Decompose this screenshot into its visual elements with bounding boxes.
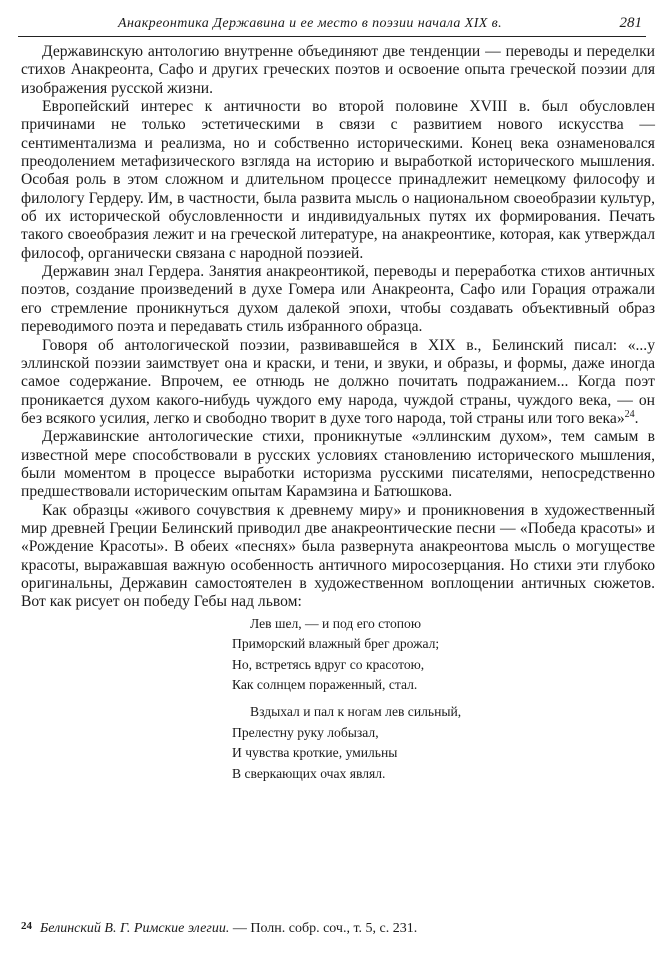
footnote-reference[interactable]: 24 [624, 408, 635, 420]
footnote-number: 24 [21, 920, 32, 932]
paragraph-1: Державинскую антологию внутренне объединяют две тенденции — переводы и переделки стихов Анакреонта, Сафо и других греческих поэтов и освоение опыта греческой поэзии для изображения русской жизни. [21, 43, 655, 97]
paragraph-3: Державин знал Гердера. Занятия анакреонтикой, переводы и переработка стихов античных поэтов, создание произведений в духе Гомера или Анакреонта, Сафо или Горация отражали его стремление проникнуться духом далекой эпохи, чтобы создавать объективный образ переводимого поэта и передавать стиль избранного образца. [21, 263, 655, 336]
footnote [21, 917, 655, 938]
paragraph-6: Как образцы «живого сочувствия к древнему миру» и проникновения в художественный мир древней Греции Белинский приводил две анакреонтические песни — «Победа красоты» и «Рождение Красоты». В обеих «песнях» была развернута анакреонтова мысль о могуществе красоты, выражавшая важную особенность античного миросозерцания. Но стихи эти глубоко оригинальны, Державин самостоятелен в художественном воплощении античных сюжетов. Вот как рисует он победу Гебы над львом: [21, 501, 655, 611]
verse-line: Но, встретясь вдруг со красотою, [232, 656, 425, 672]
verse-line: Как солнцем пораженный, стал. [232, 677, 418, 693]
running-title: Анакреонтика Державина и ее место в поэзии начала XIX в. [118, 16, 502, 31]
verse-line: В сверкающих очах являл. [232, 765, 386, 781]
verse-quotation [232, 614, 655, 785]
page-number: 281 [619, 15, 642, 31]
body-text [21, 43, 655, 784]
verse-line: Прелестну руку лобызал, [232, 724, 379, 740]
footnote-source: — Полн. собр. соч., т. 5, с. 231. [232, 921, 418, 936]
paragraph-2: Европейский интерес к античности во второй половине XVIII в. был обусловлен причинами не только эстетическими в связи с развитием нового искусства — сентиментализма и реализма, но и собственно историческими. Конец века ознаменовался преодолением метафизического взгляда на историю и выработкой исторического мышления. Особая роль в этом сложном и длительном процессе принадлежит немецкому философу и филологу Гердеру. Им, в частности, была развита мысль о национальном своеобразии культур, об их исторической обусловленности и индивидуальных путях их формирования. Печать такого своеобразия лежит и на греческой литературе, на анакреонтике, которая, как утверждал философ, органически связана с народной поэзией. [21, 98, 655, 262]
paragraph-4: Говоря об антологической поэзии, развивавшейся в XIX в., Белинский писал: «...у эллинской поэзии заимствует она и краски, и тени, и звуки, и образы, и формы, даже иногда самое содержание. Впрочем, ее отнюдь не должно почитать подражанием... Когда поэт проникается духом какого-нибудь чуждого ему народа, чуждой страны, чуждого века, — он без всякого усилия, легко и свободно творит в духе того народа, той страны или того века»$^{24}$. [21, 336, 655, 427]
verse-line: Вздыхал и пал к ногам лев сильный, [250, 704, 462, 720]
verse-line: Приморский влажный брег дрожал; [232, 636, 440, 652]
paragraph-5: Державинские антологические стихи, проникнутые «эллинским духом», тем самым в известной мере способствовали в русских условиях становлению исторического мышления, были моментом в процессе выработки историзма русскими писателями, непосредственно предшествовали историческим опытам Карамзина и Батюшкова. [21, 428, 655, 501]
verse-line: И чувства кроткие, умильны [232, 745, 398, 761]
verse-line: Лев шел, — и под его стопою [250, 615, 422, 631]
footnote-citation: Белинский В. Г. Римские элегии. [40, 921, 230, 936]
running-header [18, 14, 646, 37]
paragraph-4-text: Говоря об антологической поэзии, развивавшейся в XIX в., Белинский писал: «...у эллинской поэзии заимствует она и краски, и тени, и звуки, и образы, и формы, даже иногда самое содержание. Впрочем, ее отнюдь не должно почитать подражанием... Когда поэт проникается духом какого-нибудь чуждого ему народа, чуждой страны, чуждого века, — он без всякого усилия, легко и свободно творит в духе того народа, той страны или того века» [21, 336, 655, 427]
